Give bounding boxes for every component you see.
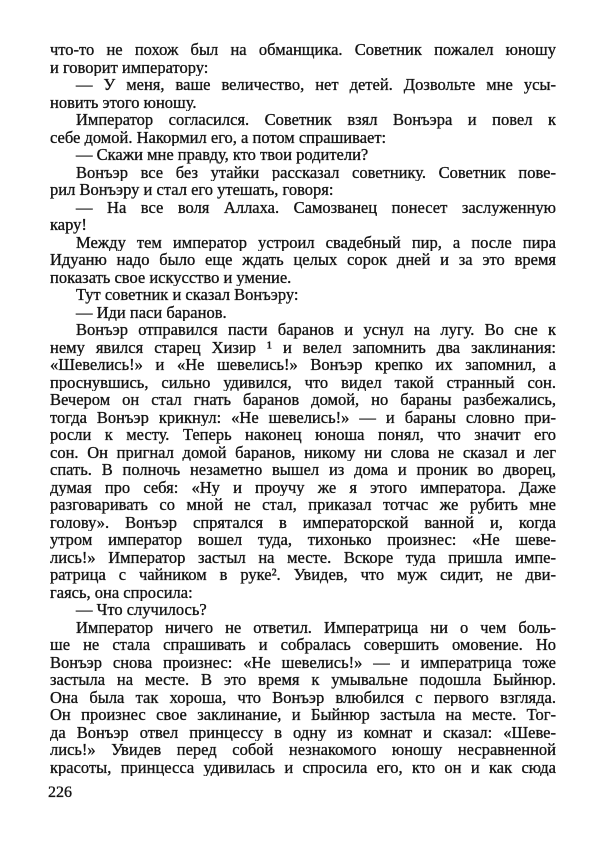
text-line: сон. Он пригнал домой баранов, никому ни слова не сказал и лег xyxy=(50,443,556,461)
text-line: Император ничего не ответил. Императрица ни о чем боль- xyxy=(76,618,556,636)
text-line: — У меня, ваше величество, нет детей. Дозвольте мне усы- xyxy=(76,76,556,94)
text-line: голову». Вонъэр спрятался в императорской ванной и, когда xyxy=(50,513,556,531)
text-line: Вечером он стал гнать баранов домой, но бараны разбежались, xyxy=(50,391,556,409)
text-line: росли к месту. Теперь наконец юноша понял, что значит его xyxy=(50,426,556,444)
text-line: рил Вонъэру и стал его утешать, говоря: xyxy=(50,181,334,199)
text-line: тогда Вонъэр крикнул: «Не шевелись!» — и бараны словно при- xyxy=(50,408,556,426)
text-line: — Что случилось? xyxy=(76,601,207,619)
text-line: лись!» Увидев перед собой незнакомого юношу несравненной xyxy=(50,741,556,759)
text-line: Идуаню надо было еще ждать целых сорок дней и за это время xyxy=(50,251,556,269)
text-line: разговаривать со мной не стал, приказал тотчас же рубить мне xyxy=(50,496,556,514)
text-line: утром император вошел туда, тихонько произнес: «Не шеве- xyxy=(50,531,556,549)
text-line: проснувшись, сильно удивился, что видел такой странный сон. xyxy=(50,373,556,391)
text-line: застыла на месте. В это время к умывальне подошла Быйнюр. xyxy=(50,671,556,689)
text-line: Вонъэр все без утайки рассказал советнику. Советник пове- xyxy=(76,163,556,181)
text-line: Она была так хороша, что Вонъэр влюбился с первого взгляда. xyxy=(50,688,556,706)
text-line: гаясь, она спросила: xyxy=(50,583,193,601)
text-line: нему явился старец Хизир ¹ и велел запомнить два заклинания: xyxy=(50,338,556,356)
page-body-text xyxy=(50,41,556,776)
text-line: «Шевелись!» и «Не шевелись!» Вонъэр крепко их запомнил, а xyxy=(50,356,556,374)
text-line: лись!» Император застыл на месте. Вскоре туда пришла импе- xyxy=(50,548,556,566)
text-line: да Вонъэр отвел принцессу в одну из комнат и сказал: «Шеве- xyxy=(50,723,556,741)
text-line: ше не стала спрашивать и собралась совершить омовение. Но xyxy=(50,636,556,654)
text-line: думая про себя: «Ну и проучу же я этого императора. Даже xyxy=(50,478,556,496)
text-line: новить этого юношу. xyxy=(50,93,197,111)
text-line: Между тем император устроил свадебный пир, а после пира xyxy=(76,233,556,251)
text-line: Император согласился. Советник взял Вонъэра и повел к xyxy=(76,111,556,129)
page-number: 226 xyxy=(48,784,72,801)
text-line: что-то не похож был на обманщика. Советник пожалел юношу xyxy=(50,41,556,59)
text-line: — Скажи мне правду, кто твои родители? xyxy=(76,146,369,164)
text-line: кару! xyxy=(50,216,87,234)
text-line: спать. В полночь незаметно вышел из дома и проник во дворец, xyxy=(50,461,556,479)
text-line: Тут советник и сказал Вонъэру: xyxy=(76,286,299,304)
text-line: ратрица с чайником в руке². Увидев, что муж сидит, не дви- xyxy=(50,566,556,584)
text-line: Он произнес свое заклинание, и Быйнюр застыла на месте. Тог- xyxy=(50,706,556,724)
text-line: — На все воля Аллаха. Самозванец понесет заслуженную xyxy=(76,198,556,216)
text-line: показать свое искусство и умение. xyxy=(50,268,292,286)
text-line: Вонъэр отправился пасти баранов и уснул на лугу. Во сне к xyxy=(76,321,556,339)
text-line: красоты, принцесса удивилась и спросила его, кто он и как сюда xyxy=(50,758,556,776)
text-line: себе домой. Накормил его, а потом спрашивает: xyxy=(50,128,387,146)
text-line: Вонъэр снова произнес: «Не шевелись!» — и императрица тоже xyxy=(50,653,556,671)
text-line: и говорит императору: xyxy=(50,58,209,76)
text-line: — Иди паси баранов. xyxy=(76,303,227,321)
